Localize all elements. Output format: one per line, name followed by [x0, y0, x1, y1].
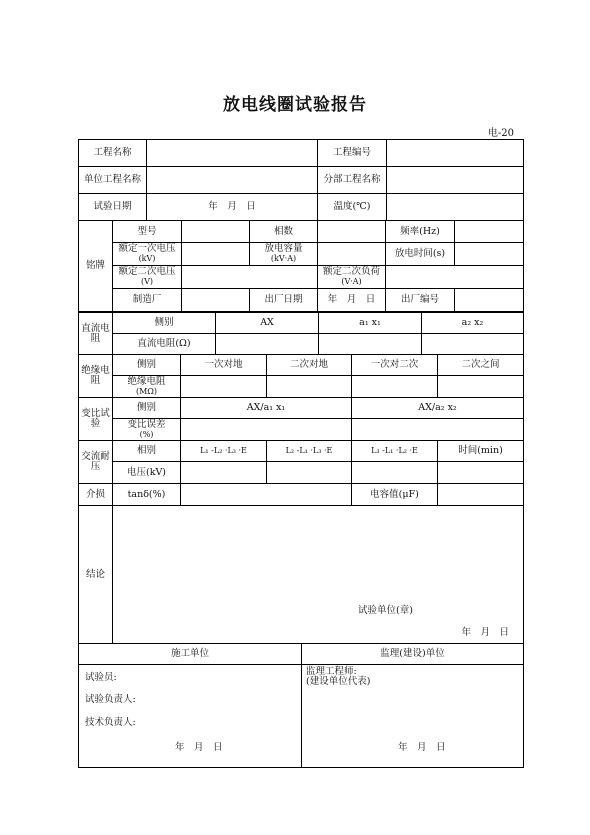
project-no-label: 工程编号 — [318, 140, 387, 167]
dc-resistance-table — [78, 312, 524, 355]
insulation-c1-header: 一次对地 — [181, 355, 267, 376]
ac-phase-label: 相别 — [113, 441, 181, 462]
ac-withstand-label: 交流耐压 — [79, 441, 113, 484]
report-title: 放电线圈试验报告 — [223, 95, 367, 115]
ratio-error-label: 变比误差 (%) — [113, 419, 181, 441]
insulation-value-label: 绝缘电阻 (MΩ) — [113, 376, 181, 398]
ratio-c1-field[interactable] — [181, 419, 352, 441]
project-no-field[interactable] — [387, 140, 524, 167]
capacity-label: 放电容量 (kV·A) — [250, 243, 318, 266]
project-info-table — [78, 139, 524, 221]
model-field[interactable] — [182, 221, 250, 243]
conclusion-field[interactable] — [113, 506, 524, 644]
conclusion-label: 结论 — [79, 506, 113, 644]
signature-table — [78, 643, 524, 768]
dc-ax-header: AX — [216, 313, 319, 334]
test-lead-label: 试验负责人: — [85, 694, 136, 705]
capacitance-label: 电容值(μF) — [352, 484, 438, 506]
project-name-field[interactable] — [147, 140, 318, 167]
insulation-c4-field[interactable] — [438, 376, 524, 398]
capacitance-field[interactable] — [438, 484, 524, 506]
supervision-unit-header: 监理(建设)单位 — [302, 644, 524, 665]
secondary-load-label: 额定二次负荷 (V·A) — [318, 266, 386, 289]
form-code: 电-20 — [487, 128, 514, 139]
nameplate-label: 铭牌 — [79, 221, 113, 312]
dc-a2x2-header: a₂ x₂ — [422, 313, 524, 334]
ac-c2-field[interactable] — [267, 462, 352, 484]
ratio-c1-header: AX/a₁ x₁ — [181, 398, 352, 419]
insulation-side-label: 侧别 — [113, 355, 181, 376]
temperature-field[interactable] — [387, 194, 524, 221]
insulation-c4-header: 二次之间 — [438, 355, 524, 376]
serial-no-label: 出厂编号 — [386, 289, 455, 312]
ac-c2-header: L₂ -L₁ ·L₃ ·E — [267, 441, 352, 462]
dc-resistance-label: 直流电阻 — [79, 313, 113, 355]
secondary-voltage-label: 额定二次电压 (V) — [113, 266, 182, 289]
nameplate-table — [78, 220, 524, 312]
conclusion-date: 年 月 日 — [461, 627, 509, 638]
insulation-c3-field[interactable] — [352, 376, 438, 398]
ac-time-header: 时间(min) — [438, 441, 524, 462]
serial-no-field[interactable] — [455, 289, 524, 312]
loss-table — [78, 483, 524, 506]
insulation-label: 绝缘电阻 — [79, 355, 113, 398]
loss-label: 介损 — [79, 484, 113, 506]
dc-a1x1-field[interactable] — [319, 334, 422, 355]
temperature-label: 温度(℃) — [318, 194, 387, 221]
supervision-date: 年 月 日 — [398, 742, 446, 753]
conclusion-table — [78, 505, 524, 644]
ac-withstand-table — [78, 440, 524, 484]
model-label: 型号 — [113, 221, 182, 243]
ratio-table — [78, 397, 524, 441]
ac-c3-field[interactable] — [352, 462, 438, 484]
supervision-signatures[interactable] — [302, 665, 524, 768]
ratio-c2-header: AX/a₂ x₂ — [352, 398, 524, 419]
ratio-side-label: 侧别 — [113, 398, 181, 419]
insulation-table — [78, 354, 524, 398]
construction-signatures[interactable] — [79, 665, 302, 768]
sub-project-label: 分部工程名称 — [318, 167, 387, 194]
phases-field[interactable] — [318, 221, 386, 243]
phases-label: 相数 — [250, 221, 318, 243]
sub-project-field[interactable] — [387, 167, 524, 194]
capacity-field[interactable] — [318, 243, 386, 266]
frequency-label: 频率(Hz) — [386, 221, 455, 243]
ac-time-field[interactable] — [438, 462, 524, 484]
discharge-time-label: 放电时间(s) — [386, 243, 455, 266]
unit-project-label: 单位工程名称 — [79, 167, 147, 194]
ratio-label: 变比试验 — [79, 398, 113, 441]
ac-c1-header: L₁ -L₂ ·L₃ ·E — [181, 441, 267, 462]
owner-rep-label: (建设单位代表) — [306, 676, 371, 687]
ac-voltage-label: 电压(kV) — [113, 462, 181, 484]
primary-voltage-label: 额定一次电压 (kV) — [113, 243, 182, 266]
test-unit-seal: 试验单位(章) — [358, 605, 413, 616]
dc-side-label: 侧别 — [113, 313, 216, 334]
discharge-time-field[interactable] — [455, 243, 524, 266]
test-date-field[interactable]: 年 月 日 — [147, 194, 318, 221]
supervisor-label: 监理工程师: — [306, 666, 357, 677]
insulation-c2-field[interactable] — [267, 376, 352, 398]
tester-label: 试验员: — [85, 672, 117, 683]
insulation-c3-header: 一次对二次 — [352, 355, 438, 376]
secondary-voltage-field[interactable] — [182, 266, 318, 289]
insulation-c1-field[interactable] — [181, 376, 267, 398]
project-name-label: 工程名称 — [79, 140, 147, 167]
ac-c3-header: L₃ -L₁ ·L₂ ·E — [352, 441, 438, 462]
manufacturer-field[interactable] — [182, 289, 250, 312]
tan-delta-field[interactable] — [181, 484, 352, 506]
dc-resistance-value-label: 直流电阻(Ω) — [113, 334, 216, 355]
unit-project-field[interactable] — [147, 167, 318, 194]
secondary-load-field[interactable] — [386, 266, 524, 289]
ratio-c2-field[interactable] — [352, 419, 524, 441]
dc-a1x1-header: a₁ x₁ — [319, 313, 422, 334]
insulation-c2-header: 二次对地 — [267, 355, 352, 376]
construction-date: 年 月 日 — [175, 742, 223, 753]
construction-unit-header: 施工单位 — [79, 644, 302, 665]
dc-a2x2-field[interactable] — [422, 334, 524, 355]
primary-voltage-field[interactable] — [182, 243, 250, 266]
test-date-label: 试验日期 — [79, 194, 147, 221]
frequency-field[interactable] — [455, 221, 524, 243]
manufacturer-label: 制造厂 — [113, 289, 182, 312]
mfg-date-field[interactable]: 年 月 日 — [318, 289, 386, 312]
mfg-date-label: 出厂日期 — [250, 289, 318, 312]
tech-lead-label: 技术负责人: — [85, 717, 136, 728]
tan-delta-label: tanδ(%) — [113, 484, 181, 506]
ac-c1-field[interactable] — [181, 462, 267, 484]
dc-ax-field[interactable] — [216, 334, 319, 355]
